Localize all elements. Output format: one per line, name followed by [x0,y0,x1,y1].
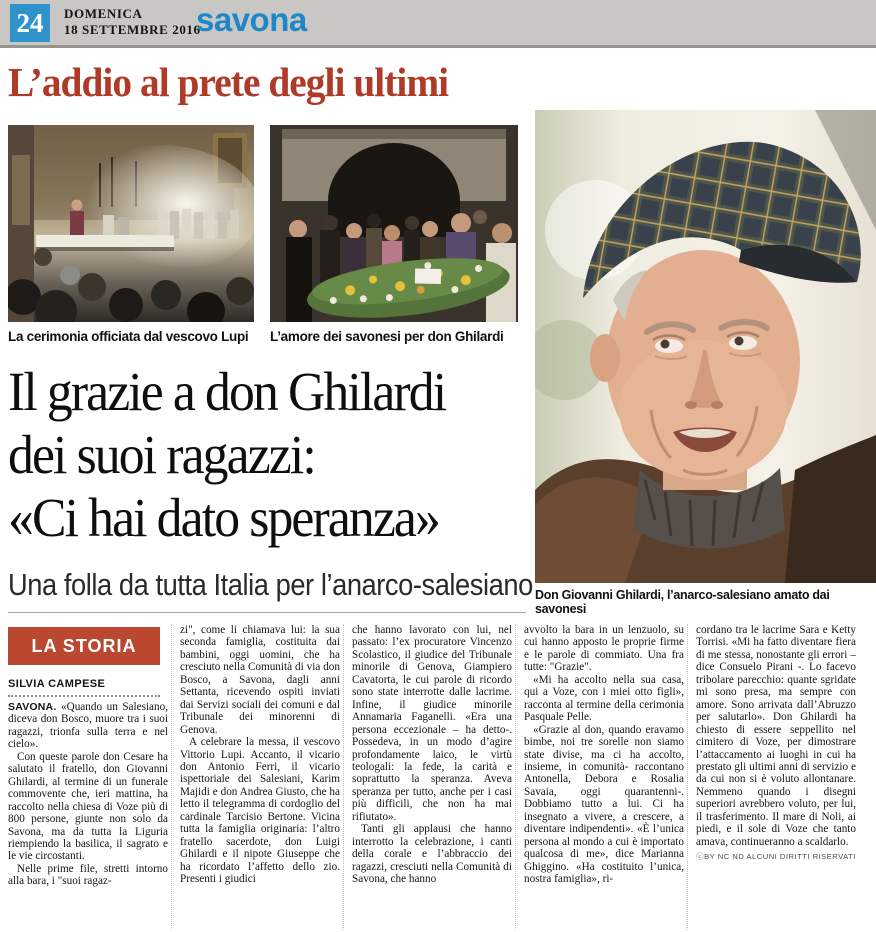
article-paragraph: zi", come li chiamava lui: la sua seconda famiglia, costituita dai bambini, oggi uomini, che ha cresciuto nella Comunità di via don Bosco, a Savona, dagli anni Settanta, ricevendo ospiti inviati dai Servizi sociali dei comuni e dal Tribunale dei minorenni di Genova. [180,624,340,736]
photo-crowd-caption: L’amore dei savonesi per don Ghilardi [270,329,504,344]
column-divider [343,624,344,930]
photo-ceremony-caption: La cerimonia officiata dal vescovo Lupi [8,329,249,344]
masthead-bar [0,0,876,48]
photo-portrait-caption: Don Giovanni Ghilardi, l’anarco-salesiano amato dai savonesi [535,588,830,616]
article-paragraph: «Mi ha accolto nella sua casa, qui a Voze, con i miei otto figli», racconta al termine della cerimonia Pasquale Pelle. [524,673,684,724]
article-paragraph: Nelle prime file, stretti intorno alla bara, i "suoi ragaz- [8,862,168,888]
article-column-1 [8,701,168,930]
headline-line-3: «Ci hai dato speranza» [8,487,439,548]
byline: SILVIA CAMPESE [8,678,160,697]
article-paragraph: cordano tra le lacrime Sara e Ketty Torrisi. «Mi ha fatto diventare fiera di me stessa, nonostante gli errori – dice Consuelo Pirani -. Lo facevo tribolare parecchio: quante sgridate mi sono presa, ma sempre con amore. Sono arrivata dall’Abruzzo per salutarlo». Don Ghilardi ha chiesto di essere seppellito nel cimitero di Voze, per dimostrare l’attaccamento ai luoghi in cui ha prestato gli ultimi anni di servizio e da cui non si è voluto allontanare. Nemmeno quando i disegni superiori avrebbero voluto, per lui, il trasferimento. Il mare di Noli, ai piedi, e il sole di Voze che tanto amava, continueranno a scaldarlo. [696,624,856,848]
edition-date-line: 18 SETTEMBRE 2016 [64,22,201,37]
article-column-4 [524,624,684,930]
subheadline: Una folla da tutta Italia per l’anarco-salesiano [8,567,533,602]
photo-portrait-art [535,110,876,583]
photo-ceremony [8,125,254,322]
article-paragraph: avvolto la bara in un lenzuolo, su cui hanno apposto le proprie firme e le parole di commiato. Una fra tutte: "Grazie". [524,624,684,674]
column-divider [687,624,688,930]
paragraph-text: «Quando un Salesiano, diceva don Bosco, muore tra i suoi ragazzi, trionfa sulla terra e nel cielo». [8,701,169,751]
subhead-rule [8,612,526,613]
edition-day: DOMENICA [64,6,143,21]
article-column-3 [352,624,512,930]
main-headline [8,360,445,549]
dateline: SAVONA. [8,701,57,713]
photo-portrait [535,110,876,583]
copyright-text: BY NC ND ALCUNI DIRITTI RISERVATI [704,852,856,862]
photo-crowd-art [270,125,518,322]
column-divider [171,624,172,930]
article-column-2 [180,624,340,930]
article-paragraph: Con queste parole don Cesare ha salutato il fratello, don Giovanni Ghilardi, al termine di un funerale commovente che, ieri mattina, ha raccolto nella chiesa di Voze più di 800 persone, giunte non solo da Savona, ma da tutta la Liguria riempiendo la basilica, il sagrato e le vie circostanti. [8,750,168,863]
kicker-headline: L’addio al prete degli ultimi [8,59,449,105]
article-paragraph: «Grazie al don, quando eravamo bimbe, noi tre sorelle non siamo state divise, ma ci ha accolto, insieme, in comunità- raccontano Antonella, Debora e Rosalia Savaia, oggi quarantenni-. Dobbiamo tutto a lui. Ci ha insegnato a vivere, a crescere, a diventare indipendenti». «È l’unica persona al mondo a cui è importato qualcosa di me», dice Marianna Ghiggino. «Ha costituito l’unica, nostra famiglia», ri- [524,723,684,886]
section-logo: savona [196,1,307,38]
edition-date [64,6,201,38]
page-number: 24 [10,4,50,42]
article-paragraph: A celebrare la messa, il vescovo Vittorio Lupi. Accanto, il vicario don Antonio Ferri, il vicario ispettoriale dei Salesiani, Karim Majidi e don Andrea Giusto, che ha letto il telegramma di cordoglio del cardinale Tarcisio Bertone. Vicina tutta la famiglia originaria: l’altro fratello sacerdote, don Luigi Ghilardi e il nipote Giuseppe che ha ricordato l’affetto dello zio. Presenti i giudici [180,736,340,886]
article-paragraph: che hanno lavorato con lui, nel passato: l’ex procuratore Vincenzo Scolastico, il giudice del Tribunale minorile di Genova, Giampiero Cavatorta, le cui parole di ricordo sono state interrotte dalle lacrime. Infine, il giudice minorile Annamaria Faganelli. «Era una persona eccezionale – ha detto-. Possedeva, in un modo d’agire profondamente laico, le virtù teologali: la fede, la carità e soprattutto la speranza. Aveva speranza per tutto, anche per i casi più difficili, che non ha mai rifiutato». [352,624,512,823]
photo-crowd-coffin [270,125,518,322]
photo-ceremony-art [8,125,254,322]
headline-line-1: Il grazie a don Ghilardi [8,361,446,422]
headline-line-2: dei suoi ragazzi: [8,424,315,485]
story-label-box: LA STORIA [8,627,160,665]
column-divider [515,624,516,930]
article-paragraph: Tanti gli applausi che hanno interrotto la celebrazione, i canti della corale e l’abbraccio dei ragazzi, cresciuti nella Comunità di Savona, che hanno [352,823,512,886]
article-column-5 [696,624,856,930]
copyright-line [696,851,856,863]
cc-icon: ⓒ [696,852,705,862]
article-paragraph [8,701,168,751]
